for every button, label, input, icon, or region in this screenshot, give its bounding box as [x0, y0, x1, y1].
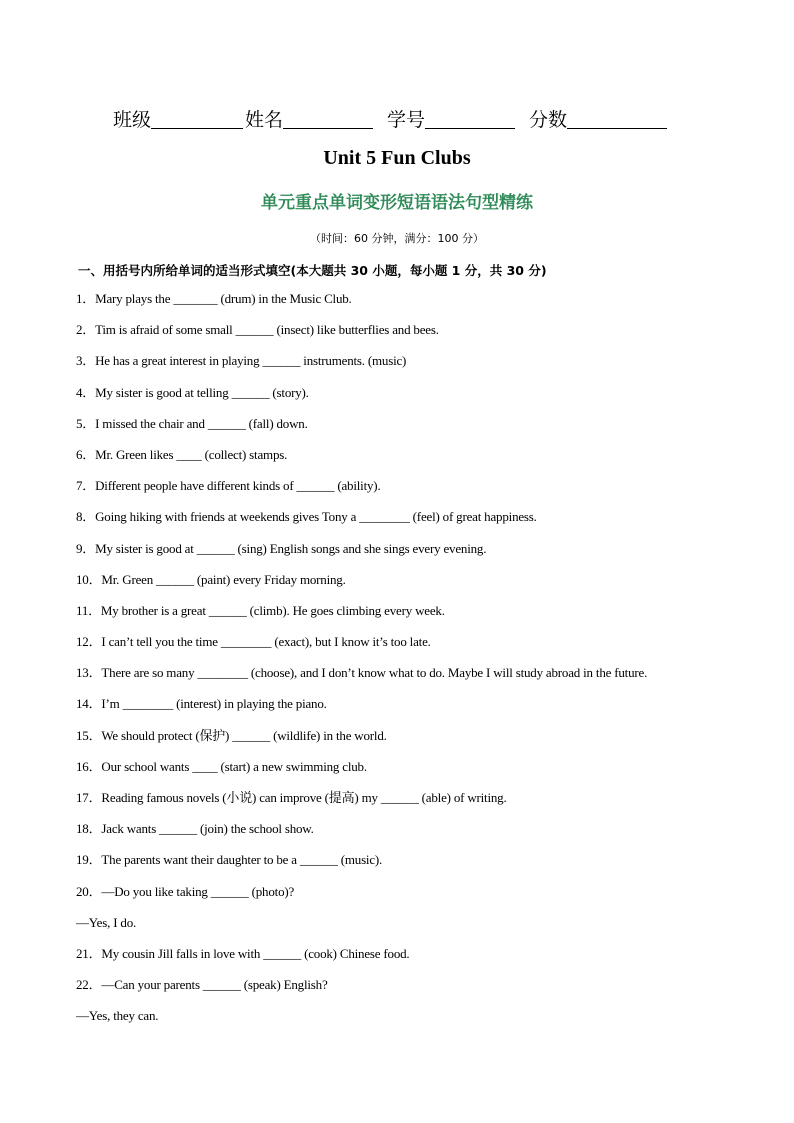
question-list [76, 290, 776, 1039]
question-item: 5．I missed the chair and ______ (fall) down. [76, 415, 308, 431]
question-item: 10．Mr. Green ______ (paint) every Friday morning. [76, 571, 346, 587]
question-item: 22．—Can your parents ______ (speak) English? [76, 977, 328, 993]
question-item: 17．Reading famous novels (小说) can improve (提高) my ______ (able) of writing. [76, 790, 507, 805]
name-blank[interactable] [283, 110, 373, 129]
class-blank[interactable] [151, 110, 243, 129]
answer-line: —Yes, I do. [76, 914, 137, 930]
answer-line: —Yes, they can. [76, 1008, 159, 1024]
question-item: 18．Jack wants ______ (join) the school show. [76, 821, 314, 837]
question-item: 15．We should protect (保护) ______ (wildlife) in the world. [76, 727, 387, 743]
page-subtitle: 单元重点单词变形短语语法句型精练 [261, 193, 533, 213]
score-label: 分数 [529, 109, 568, 131]
question-item: 14．I’m ________ (interest) in playing the piano. [76, 696, 327, 712]
time-info: （时间：60 分钟，满分：100 分） [310, 232, 484, 245]
question-item: 11．My brother is a great ______ (climb). He goes climbing every week. [76, 602, 445, 618]
id-label: 学号 [387, 109, 426, 131]
class-label: 班级 [113, 109, 152, 131]
question-item: 21．My cousin Jill falls in love with ______ (cook) Chinese food. [76, 945, 410, 961]
page-title: Unit 5 Fun Clubs [323, 147, 471, 169]
question-item: 8．Going hiking with friends at weekends gives Tony a ________ (feel) of great happiness. [76, 509, 537, 525]
question-item: 1．Mary plays the _______ (drum) in the Music Club. [76, 291, 352, 306]
student-info-line [113, 105, 669, 132]
question-item: 13．There are so many ________ (choose), and I don’t know what to do. Maybe I will study abroad in the future. [76, 665, 648, 681]
question-item: 2．Tim is afraid of some small ______ (insect) like butterflies and bees. [76, 322, 439, 338]
question-item: 20．—Do you like taking ______ (photo)? [76, 883, 295, 899]
question-item: 4．My sister is good at telling ______ (story). [76, 384, 309, 400]
question-item: 12．I can’t tell you the time ________ (exact), but I know it’s too late. [76, 634, 431, 650]
id-blank[interactable] [425, 110, 515, 129]
name-label: 姓名 [245, 109, 284, 131]
question-item: 16．Our school wants ____ (start) a new swimming club. [76, 758, 367, 774]
question-item: 9．My sister is good at ______ (sing) English songs and she sings every evening. [76, 540, 487, 556]
question-item: 3．He has a great interest in playing ______ instruments. (music) [76, 353, 407, 369]
question-item: 7．Different people have different kinds of ______ (ability). [76, 478, 381, 494]
section-heading: 一、用括号内所给单词的适当形式填空(本大题共 30 小题，每小题 1 分，共 30 分) [78, 263, 547, 278]
question-item: 6．Mr. Green likes ____ (collect) stamps. [76, 446, 288, 462]
question-item: 19．The parents want their daughter to be a ______ (music). [76, 852, 383, 868]
score-blank[interactable] [567, 110, 667, 129]
